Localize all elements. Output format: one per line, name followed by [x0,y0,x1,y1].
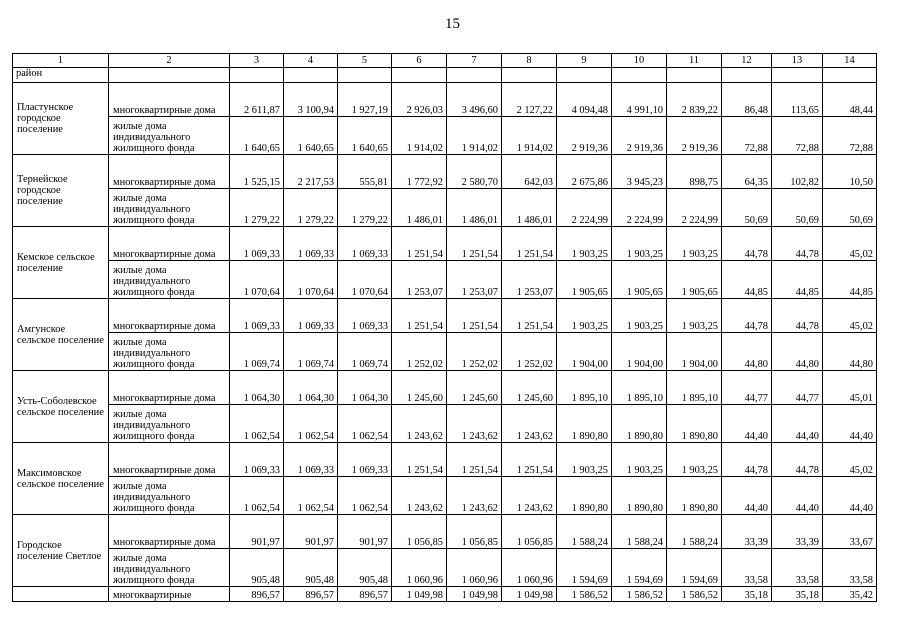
value-cell: 4 094,48 [557,83,612,117]
table-row [13,515,877,549]
header-cell: 13 [772,54,823,68]
settlement-name [13,587,109,602]
value-cell: 35,42 [823,587,877,602]
value-cell: 33,67 [823,515,877,549]
empty-cell [502,68,557,83]
value-cell: 1 060,96 [447,549,502,587]
value-cell: 1 903,25 [612,443,667,477]
table-row [13,333,877,371]
value-cell: 901,97 [338,515,392,549]
value-cell: 113,65 [772,83,823,117]
value-cell: 1 243,62 [447,405,502,443]
housing-type: многоквартирные дома [109,515,230,549]
header-cell: 5 [338,54,392,68]
table-row [13,371,877,405]
value-cell: 1 890,80 [612,405,667,443]
value-cell: 1 904,00 [612,333,667,371]
value-cell: 2 926,03 [392,83,447,117]
value-cell: 1 903,25 [667,443,722,477]
value-cell: 1 070,64 [230,261,284,299]
value-cell: 4 991,10 [612,83,667,117]
value-cell: 1 069,33 [284,443,338,477]
value-cell: 1 069,33 [338,443,392,477]
value-cell: 1 914,02 [392,117,447,155]
value-cell: 1 486,01 [447,189,502,227]
value-cell: 1 251,54 [447,443,502,477]
value-cell: 1 251,54 [502,227,557,261]
value-cell: 44,85 [722,261,772,299]
value-cell: 1 056,85 [392,515,447,549]
value-cell: 2 580,70 [447,155,502,189]
value-cell: 1 064,30 [338,371,392,405]
value-cell: 1 890,80 [612,477,667,515]
value-cell: 1 586,52 [557,587,612,602]
housing-type: жилые дома индивидуального жилищного фонда [109,405,230,443]
value-cell: 44,78 [772,227,823,261]
value-cell: 2 839,22 [667,83,722,117]
value-cell: 1 062,54 [230,405,284,443]
value-cell: 1 890,80 [667,405,722,443]
value-cell: 1 069,33 [338,299,392,333]
value-cell: 44,40 [772,405,823,443]
value-cell: 10,50 [823,155,877,189]
value-cell: 1 064,30 [230,371,284,405]
value-cell: 2 919,36 [557,117,612,155]
value-cell: 1 486,01 [392,189,447,227]
value-cell: 1 251,54 [447,227,502,261]
value-cell: 44,85 [772,261,823,299]
housing-type: жилые дома индивидуального жилищного фонда [109,117,230,155]
value-cell: 1 070,64 [284,261,338,299]
value-cell: 1 905,65 [667,261,722,299]
empty-cell [392,68,447,83]
value-cell: 898,75 [667,155,722,189]
value-cell: 1 251,54 [392,443,447,477]
value-cell: 1 243,62 [502,477,557,515]
header-cell: 1 [13,54,109,68]
value-cell: 1 069,33 [284,227,338,261]
value-cell: 2 224,99 [612,189,667,227]
housing-type: многоквартирные дома [109,371,230,405]
value-cell: 1 251,54 [447,299,502,333]
value-cell: 33,58 [772,549,823,587]
header-cell: 8 [502,54,557,68]
table-row [13,477,877,515]
value-cell: 901,97 [284,515,338,549]
empty-cell [612,68,667,83]
value-cell: 33,39 [772,515,823,549]
housing-type: многоквартирные дома [109,227,230,261]
value-cell: 2 224,99 [667,189,722,227]
value-cell: 1 594,69 [667,549,722,587]
table-row [13,155,877,189]
value-cell: 1 062,54 [284,405,338,443]
value-cell: 44,80 [722,333,772,371]
header-cell: 2 [109,54,230,68]
table-row [13,549,877,587]
value-cell: 1 486,01 [502,189,557,227]
value-cell: 1 069,33 [284,299,338,333]
value-cell: 1 253,07 [392,261,447,299]
value-cell: 896,57 [338,587,392,602]
settlement-name: Усть-Соболевское сельское поселение [13,371,109,443]
value-cell: 1 060,96 [502,549,557,587]
value-cell: 33,58 [823,549,877,587]
value-cell: 64,35 [722,155,772,189]
value-cell: 1 252,02 [502,333,557,371]
value-cell: 1 904,00 [557,333,612,371]
page-number: 15 [445,16,460,32]
value-cell: 44,78 [772,443,823,477]
value-cell: 1 069,74 [338,333,392,371]
value-cell: 1 586,52 [667,587,722,602]
settlement-name: Пластунское городское поселение [13,83,109,155]
header-cell: 14 [823,54,877,68]
value-cell: 1 914,02 [502,117,557,155]
header-cell: 12 [722,54,772,68]
value-cell: 1 252,02 [392,333,447,371]
value-cell: 1 062,54 [284,477,338,515]
housing-type: жилые дома индивидуального жилищного фонда [109,477,230,515]
value-cell: 1 640,65 [284,117,338,155]
value-cell: 1 251,54 [392,299,447,333]
district-label: район [13,68,109,83]
value-cell: 1 772,92 [392,155,447,189]
value-cell: 45,02 [823,443,877,477]
housing-type: жилые дома индивидуального жилищного фонда [109,261,230,299]
value-cell: 44,78 [722,299,772,333]
value-cell: 1 069,33 [230,443,284,477]
settlement-name: Амгунское сельское поселение [13,299,109,371]
value-cell: 1 588,24 [612,515,667,549]
value-cell: 44,40 [722,477,772,515]
value-cell: 2 919,36 [667,117,722,155]
empty-cell [772,68,823,83]
value-cell: 1 903,25 [557,227,612,261]
table-row [13,189,877,227]
value-cell: 1 243,62 [502,405,557,443]
header-cell: 7 [447,54,502,68]
value-cell: 1 588,24 [667,515,722,549]
value-cell: 1 279,22 [338,189,392,227]
value-cell: 3 945,23 [612,155,667,189]
value-cell: 1 905,65 [612,261,667,299]
value-cell: 1 914,02 [447,117,502,155]
value-cell: 44,78 [722,443,772,477]
housing-type: жилые дома индивидуального жилищного фонда [109,189,230,227]
value-cell: 35,18 [772,587,823,602]
value-cell: 2 611,87 [230,83,284,117]
value-cell: 896,57 [284,587,338,602]
value-cell: 1 245,60 [502,371,557,405]
value-cell: 48,44 [823,83,877,117]
value-cell: 1 062,54 [338,405,392,443]
table-row [13,117,877,155]
settlement-name: Тернейское городское поселение [13,155,109,227]
table-row [13,227,877,261]
district-row [13,68,877,83]
value-cell: 1 069,33 [338,227,392,261]
value-cell: 905,48 [338,549,392,587]
value-cell: 1 243,62 [392,405,447,443]
value-cell: 45,02 [823,227,877,261]
value-cell: 44,40 [823,405,877,443]
table-row [13,299,877,333]
header-cell: 4 [284,54,338,68]
value-cell: 44,78 [722,227,772,261]
value-cell: 1 895,10 [667,371,722,405]
table-row [13,261,877,299]
value-cell: 1 251,54 [502,299,557,333]
value-cell: 102,82 [772,155,823,189]
value-cell: 1 056,85 [447,515,502,549]
settlement-name: Городское поселение Светлое [13,515,109,587]
value-cell: 1 069,74 [230,333,284,371]
settlement-name: Максимовское сельское поселение [13,443,109,515]
value-cell: 1 905,65 [557,261,612,299]
value-cell: 1 640,65 [338,117,392,155]
value-cell: 44,80 [772,333,823,371]
value-cell: 1 594,69 [612,549,667,587]
value-cell: 72,88 [722,117,772,155]
value-cell: 1 904,00 [667,333,722,371]
value-cell: 1 064,30 [284,371,338,405]
value-cell: 44,77 [772,371,823,405]
value-cell: 1 069,33 [230,227,284,261]
value-cell: 1 279,22 [230,189,284,227]
value-cell: 896,57 [230,587,284,602]
housing-type: жилые дома индивидуального жилищного фонда [109,333,230,371]
value-cell: 1 060,96 [392,549,447,587]
value-cell: 1 253,07 [502,261,557,299]
table-row [13,83,877,117]
value-cell: 1 062,54 [230,477,284,515]
value-cell: 1 903,25 [557,443,612,477]
value-cell: 50,69 [722,189,772,227]
value-cell: 1 890,80 [557,477,612,515]
value-cell: 1 903,25 [667,227,722,261]
value-cell: 1 927,19 [338,83,392,117]
header-cell: 11 [667,54,722,68]
value-cell: 86,48 [722,83,772,117]
housing-type: жилые дома индивидуального жилищного фонда [109,549,230,587]
housing-type: многоквартирные дома [109,299,230,333]
value-cell: 2 675,86 [557,155,612,189]
value-cell: 1 070,64 [338,261,392,299]
value-cell: 44,40 [823,477,877,515]
value-cell: 1 252,02 [447,333,502,371]
housing-type: многоквартирные [109,587,230,602]
value-cell: 1 586,52 [612,587,667,602]
value-cell: 44,77 [722,371,772,405]
empty-cell [557,68,612,83]
value-cell: 1 049,98 [502,587,557,602]
settlement-name: Кемское сельское поселение [13,227,109,299]
value-cell: 1 903,25 [612,227,667,261]
housing-type: многоквартирные дома [109,83,230,117]
value-cell: 72,88 [823,117,877,155]
header-cell: 6 [392,54,447,68]
value-cell: 50,69 [772,189,823,227]
value-cell: 1 245,60 [447,371,502,405]
value-cell: 44,85 [823,261,877,299]
header-row [13,54,877,68]
value-cell: 1 251,54 [392,227,447,261]
value-cell: 1 049,98 [447,587,502,602]
value-cell: 901,97 [230,515,284,549]
value-cell: 1 594,69 [557,549,612,587]
value-cell: 72,88 [772,117,823,155]
value-cell: 1 069,74 [284,333,338,371]
value-cell: 1 895,10 [557,371,612,405]
empty-cell [447,68,502,83]
empty-cell [667,68,722,83]
value-cell: 905,48 [230,549,284,587]
value-cell: 3 496,60 [447,83,502,117]
value-cell: 1 245,60 [392,371,447,405]
empty-cell [338,68,392,83]
value-cell: 1 243,62 [392,477,447,515]
value-cell: 642,03 [502,155,557,189]
value-cell: 1 062,54 [338,477,392,515]
empty-cell [230,68,284,83]
table-row [13,587,877,602]
value-cell: 1 049,98 [392,587,447,602]
empty-cell [109,68,230,83]
value-cell: 1 253,07 [447,261,502,299]
table-row [13,443,877,477]
value-cell: 1 640,65 [230,117,284,155]
value-cell: 1 279,22 [284,189,338,227]
value-cell: 1 243,62 [447,477,502,515]
value-cell: 1 903,25 [557,299,612,333]
value-cell: 50,69 [823,189,877,227]
value-cell: 1 903,25 [667,299,722,333]
value-cell: 44,40 [772,477,823,515]
value-cell: 2 919,36 [612,117,667,155]
value-cell: 1 251,54 [502,443,557,477]
value-cell: 1 895,10 [612,371,667,405]
value-cell: 555,81 [338,155,392,189]
value-cell: 33,58 [722,549,772,587]
value-cell: 44,80 [823,333,877,371]
value-cell: 1 903,25 [612,299,667,333]
value-cell: 2 127,22 [502,83,557,117]
table-row [13,405,877,443]
value-cell: 1 069,33 [230,299,284,333]
value-cell: 1 890,80 [667,477,722,515]
header-cell: 9 [557,54,612,68]
value-cell: 1 890,80 [557,405,612,443]
empty-cell [722,68,772,83]
value-cell: 44,78 [772,299,823,333]
header-cell: 10 [612,54,667,68]
value-cell: 3 100,94 [284,83,338,117]
value-cell: 2 217,53 [284,155,338,189]
value-cell: 2 224,99 [557,189,612,227]
value-cell: 45,02 [823,299,877,333]
value-cell: 905,48 [284,549,338,587]
value-cell: 45,01 [823,371,877,405]
value-cell: 1 588,24 [557,515,612,549]
value-cell: 44,40 [722,405,772,443]
value-cell: 1 525,15 [230,155,284,189]
empty-cell [284,68,338,83]
housing-type: многоквартирные дома [109,443,230,477]
value-cell: 33,39 [722,515,772,549]
housing-type: многоквартирные дома [109,155,230,189]
value-cell: 35,18 [722,587,772,602]
header-cell: 3 [230,54,284,68]
tariff-table [12,53,877,602]
empty-cell [823,68,877,83]
value-cell: 1 056,85 [502,515,557,549]
